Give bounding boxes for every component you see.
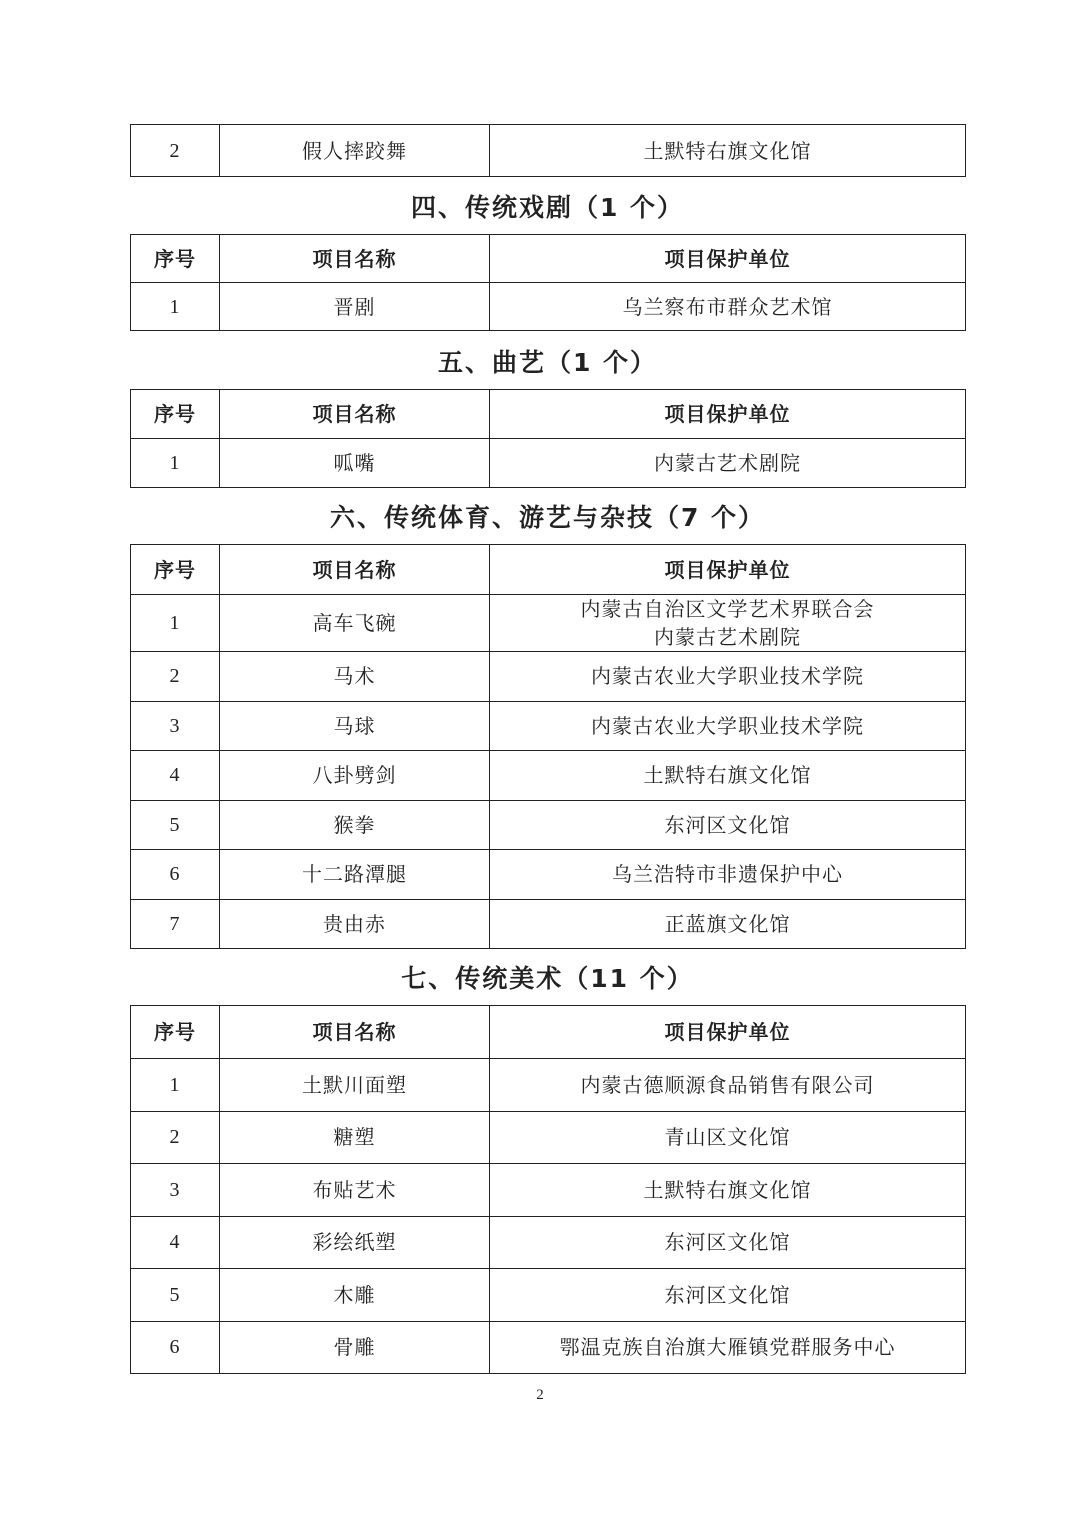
table-row	[131, 1164, 966, 1217]
cell-no: 1	[131, 439, 220, 488]
header-no: 序号	[131, 235, 220, 283]
table-row	[131, 1216, 966, 1269]
section-heading-traditional-art: 七、传统美术（11 个）	[401, 964, 694, 993]
table-row	[131, 1059, 966, 1112]
table-row	[131, 439, 966, 488]
cell-unit: 乌兰浩特市非遗保护中心	[490, 850, 966, 900]
table-row	[131, 595, 966, 652]
cell-name: 猴拳	[220, 800, 490, 850]
cell-no: 1	[131, 595, 220, 652]
cell-no: 1	[131, 283, 220, 331]
cell-unit: 内蒙古农业大学职业技术学院	[490, 652, 966, 702]
header-unit: 项目保护单位	[490, 545, 966, 595]
cell-name: 彩绘纸塑	[220, 1216, 490, 1269]
cell-name: 木雕	[220, 1269, 490, 1322]
table-row	[131, 1269, 966, 1322]
cell-unit: 正蓝旗文化馆	[490, 899, 966, 949]
cell-name: 骨雕	[220, 1321, 490, 1374]
cell-name: 八卦劈剑	[220, 751, 490, 801]
cell-name: 布贴艺术	[220, 1164, 490, 1217]
page-number: 2	[536, 1387, 544, 1403]
table-traditional-art	[130, 1005, 965, 1374]
header-name: 项目名称	[220, 390, 490, 439]
header-unit: 项目保护单位	[490, 390, 966, 439]
header-unit: 项目保护单位	[490, 235, 966, 283]
cell-name: 高车飞碗	[220, 595, 490, 652]
cell-no: 5	[131, 800, 220, 850]
cell-name: 贵由赤	[220, 899, 490, 949]
cell-no: 4	[131, 751, 220, 801]
cell-no: 6	[131, 850, 220, 900]
table-row	[131, 1111, 966, 1164]
header-no: 序号	[131, 1006, 220, 1059]
cell-name: 马球	[220, 701, 490, 751]
header-name: 项目名称	[220, 1006, 490, 1059]
cell-no: 2	[131, 125, 220, 177]
cell-unit: 青山区文化馆	[490, 1111, 966, 1164]
cell-no: 3	[131, 1164, 220, 1217]
table-row	[131, 283, 966, 331]
cell-unit: 土默特右旗文化馆	[490, 751, 966, 801]
section-heading-sports-acrobatics: 六、传统体育、游艺与杂技（7 个）	[329, 503, 766, 532]
cell-unit: 乌兰察布市群众艺术馆	[490, 283, 966, 331]
header-name: 项目名称	[220, 545, 490, 595]
table-quyi	[130, 389, 965, 488]
cell-no: 6	[131, 1321, 220, 1374]
table-row	[131, 751, 966, 801]
table-header-row	[131, 390, 966, 439]
cell-no: 3	[131, 701, 220, 751]
table-row	[131, 701, 966, 751]
table-row	[131, 125, 966, 177]
cell-name: 马术	[220, 652, 490, 702]
table-header-row	[131, 235, 966, 283]
cell-name: 十二路潭腿	[220, 850, 490, 900]
table-row	[131, 652, 966, 702]
table-header-row	[131, 1006, 966, 1059]
cell-unit: 土默特右旗文化馆	[490, 125, 966, 177]
header-name: 项目名称	[220, 235, 490, 283]
cell-no: 2	[131, 652, 220, 702]
table-header-row	[131, 545, 966, 595]
header-no: 序号	[131, 390, 220, 439]
cell-unit-line: 内蒙古自治区文学艺术界联合会	[580, 597, 875, 621]
cell-unit: 土默特右旗文化馆	[490, 1164, 966, 1217]
cell-name: 呱嘴	[220, 439, 490, 488]
cell-unit: 鄂温克族自治旗大雁镇党群服务中心	[490, 1321, 966, 1374]
cell-no: 2	[131, 1111, 220, 1164]
section-heading-quyi: 五、曲艺（1 个）	[437, 348, 658, 377]
table-row	[131, 800, 966, 850]
table-traditional-drama	[130, 234, 965, 331]
table-row	[131, 850, 966, 900]
cell-name: 假人摔跤舞	[220, 125, 490, 177]
cell-no: 4	[131, 1216, 220, 1269]
header-unit: 项目保护单位	[490, 1006, 966, 1059]
cell-no: 7	[131, 899, 220, 949]
cell-name: 糖塑	[220, 1111, 490, 1164]
table-sports-acrobatics	[130, 544, 965, 949]
cell-unit-line: 内蒙古艺术剧院	[654, 625, 801, 649]
cell-unit: 东河区文化馆	[490, 800, 966, 850]
cell-no: 1	[131, 1059, 220, 1112]
table-row	[131, 899, 966, 949]
cell-no: 5	[131, 1269, 220, 1322]
table-continuation	[130, 124, 965, 177]
cell-name: 土默川面塑	[220, 1059, 490, 1112]
cell-name: 晋剧	[220, 283, 490, 331]
header-no: 序号	[131, 545, 220, 595]
cell-unit	[490, 595, 966, 652]
table-row	[131, 1321, 966, 1374]
cell-unit: 内蒙古德顺源食品销售有限公司	[490, 1059, 966, 1112]
section-heading-traditional-drama: 四、传统戏剧（1 个）	[410, 193, 685, 222]
cell-unit: 东河区文化馆	[490, 1269, 966, 1322]
cell-unit: 内蒙古艺术剧院	[490, 439, 966, 488]
cell-unit: 内蒙古农业大学职业技术学院	[490, 701, 966, 751]
cell-unit: 东河区文化馆	[490, 1216, 966, 1269]
